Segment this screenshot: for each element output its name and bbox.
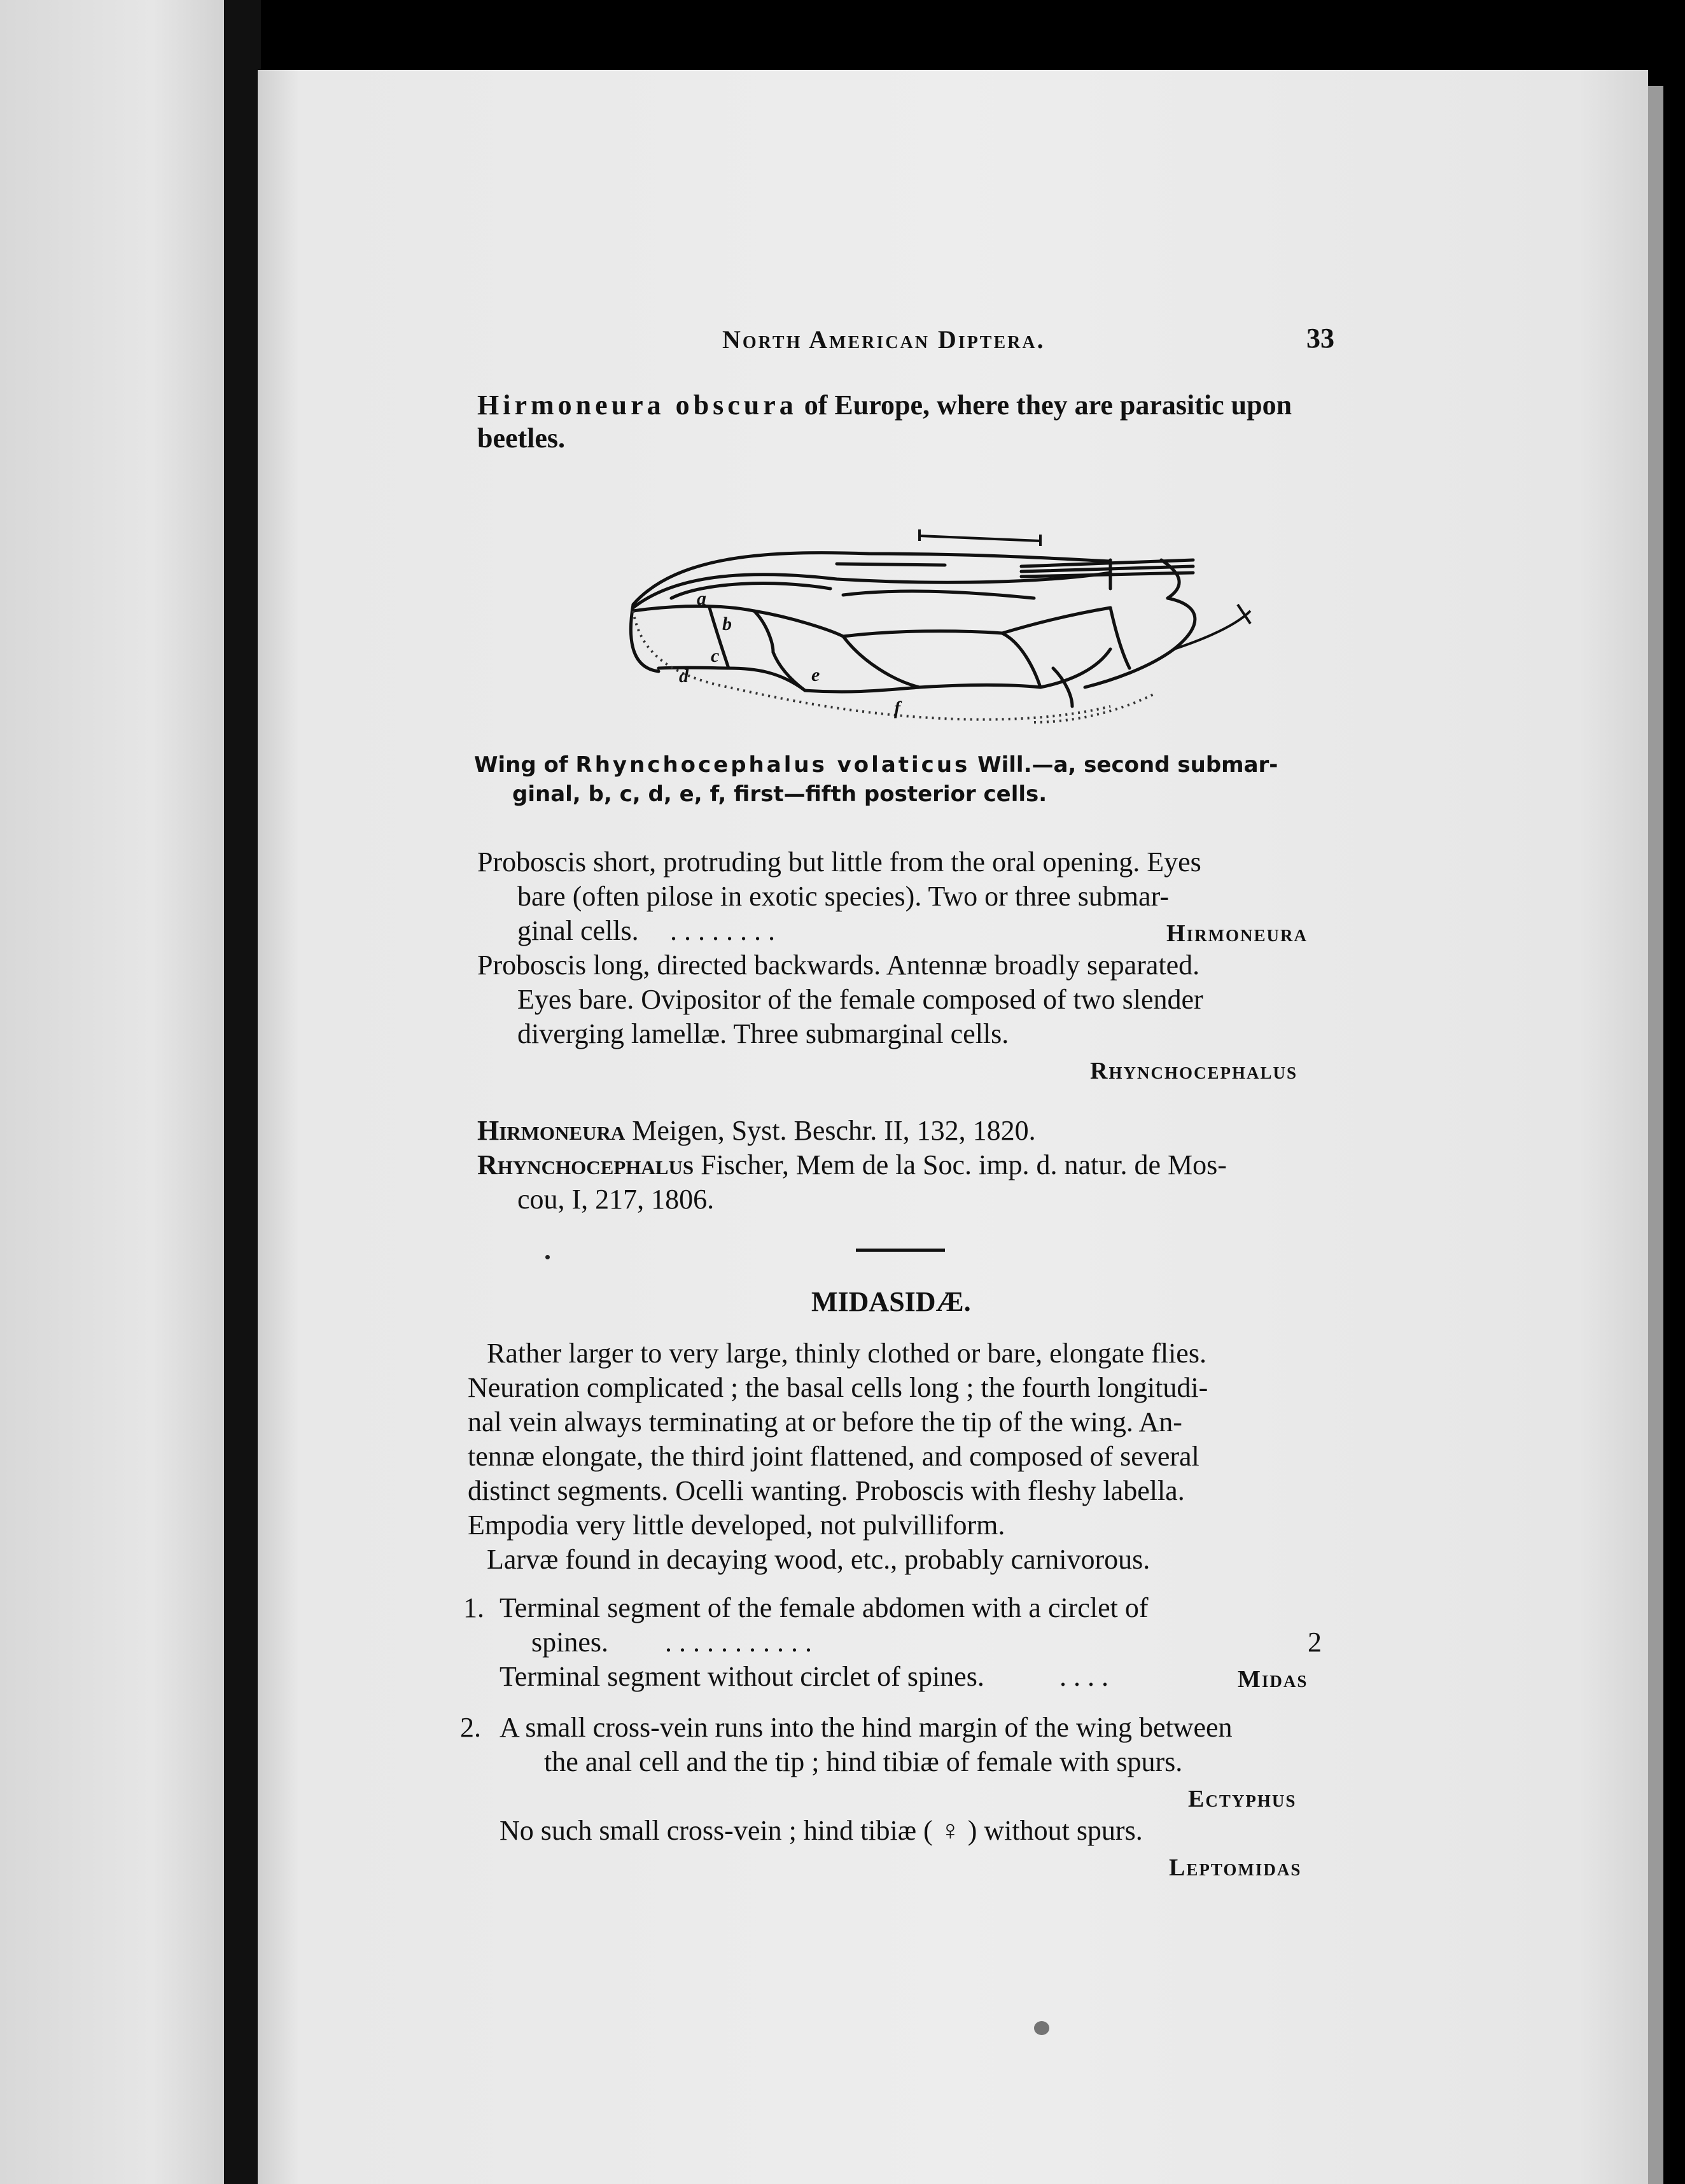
caption-rest: Will.—a, second submar- bbox=[970, 752, 1278, 778]
figure-label-d: d bbox=[679, 666, 689, 687]
reference-hirmoneura bbox=[477, 1114, 1036, 1148]
couplet-1b-line: Terminal segment without circlet of spines. bbox=[500, 1661, 984, 1692]
genus-midas: Midas bbox=[1238, 1666, 1308, 1693]
figure-label-a: a bbox=[697, 588, 706, 609]
figure-caption-line-2: ginal, b, c, d, e, f, first—fifth posterior cells. bbox=[512, 781, 1047, 807]
couplet-1-line-2: spines. bbox=[531, 1627, 608, 1658]
key1-leader-dots: . . . . . . . . bbox=[670, 915, 775, 946]
running-title: North American Diptera. bbox=[722, 325, 1045, 354]
reference-genus: Rhynchocephalus bbox=[477, 1149, 694, 1180]
wing-figure bbox=[563, 477, 1263, 745]
caption-prefix: Wing of bbox=[474, 752, 576, 778]
intro-species: Hirmoneura obscura bbox=[477, 389, 797, 421]
reference-text: Fischer, Mem de la Soc. imp. d. natur. de Mos- bbox=[694, 1149, 1227, 1180]
figure-caption-line-1 bbox=[474, 752, 1278, 778]
couplet-2-line-1: A small cross-vein runs into the hind margin of the wing between bbox=[500, 1712, 1233, 1743]
figure-label-c: c bbox=[711, 645, 720, 666]
section-paragraph-line-4: tennæ elongate, the third joint flattened, and composed of several bbox=[468, 1441, 1199, 1472]
section-paragraph-line-6: Empodia very little developed, not pulvilliform. bbox=[468, 1509, 1005, 1541]
intro-line-1 bbox=[477, 388, 1292, 423]
couplet-1-number: 1. bbox=[463, 1592, 484, 1623]
key1-line-6: diverging lamellæ. Three submarginal cells. bbox=[517, 1018, 1009, 1049]
section-paragraph-line-2: Neuration complicated ; the basal cells long ; the fourth longitudi- bbox=[468, 1372, 1208, 1403]
section-paragraph-line-1: Rather larger to very large, thinly clothed or bare, elongate flies. bbox=[487, 1338, 1206, 1369]
couplet-1b-leader-dots: . . . . bbox=[1059, 1661, 1108, 1692]
section-paragraph-line-5: distinct segments. Ocelli wanting. Proboscis with fleshy labella. bbox=[468, 1475, 1185, 1506]
reference-continuation: cou, I, 217, 1806. bbox=[517, 1184, 715, 1215]
page-edge bbox=[1648, 86, 1663, 2184]
intro-rest: of Europe, where they are parasitic upon bbox=[797, 389, 1292, 421]
section-title: MIDASIDÆ. bbox=[811, 1286, 971, 1317]
key1-line-2: bare (often pilose in exotic species). Two or three submar- bbox=[517, 881, 1169, 912]
key1-line-3: ginal cells. bbox=[517, 915, 639, 946]
key1-line-1: Proboscis short, protruding but little from the oral opening. Eyes bbox=[477, 846, 1201, 878]
key1-line-5: Eyes bare. Ovipositor of the female composed of two slender bbox=[517, 984, 1203, 1015]
figure-label-f: f bbox=[894, 697, 900, 718]
couplet-2-line-2: the anal cell and the tip ; hind tibiæ of female with spurs. bbox=[544, 1746, 1183, 1777]
reference-genus: Hirmoneura bbox=[477, 1115, 626, 1146]
couplet-1-leader-dots: . . . . . . . . . . . bbox=[665, 1627, 812, 1658]
figure-label-e: e bbox=[811, 664, 820, 685]
page-number: 33 bbox=[1306, 323, 1334, 354]
figure-label-b: b bbox=[722, 613, 732, 634]
key1-line-4: Proboscis long, directed backwards. Antennæ broadly separated. bbox=[477, 949, 1200, 981]
section-paragraph-line-3: nal vein always terminating at or before the tip of the wing. An- bbox=[468, 1406, 1182, 1438]
caption-species: Rhynchocephalus volaticus bbox=[575, 752, 970, 778]
reference-text: Meigen, Syst. Beschr. II, 132, 1820. bbox=[625, 1115, 1036, 1146]
genus-ectyphus: Ectyphus bbox=[1188, 1786, 1297, 1812]
left-facing-page bbox=[0, 0, 255, 2184]
genus-rhynchocephalus: Rhynchocephalus bbox=[1090, 1058, 1297, 1084]
couplet-2-number: 2. bbox=[460, 1712, 481, 1743]
larvae-line: Larvæ found in decaying wood, etc., probably carnivorous. bbox=[487, 1544, 1150, 1575]
ink-speck bbox=[545, 1255, 550, 1259]
couplet-1-line-1: Terminal segment of the female abdomen with a circlet of bbox=[500, 1592, 1149, 1623]
genus-hirmoneura: Hirmoneura bbox=[1166, 920, 1308, 947]
book-gutter bbox=[224, 0, 261, 2184]
intro-line-2: beetles. bbox=[477, 423, 566, 454]
reference-rhynchocephalus bbox=[477, 1148, 1227, 1182]
book-page bbox=[258, 70, 1648, 2184]
ink-blot bbox=[1034, 2021, 1049, 2035]
couplet-1-reference: 2 bbox=[1308, 1627, 1322, 1658]
couplet-2b-line: No such small cross-vein ; hind tibiæ ( ♀ ) without spurs. bbox=[500, 1815, 1143, 1846]
section-divider bbox=[856, 1249, 945, 1252]
genus-leptomidas: Leptomidas bbox=[1169, 1854, 1302, 1881]
